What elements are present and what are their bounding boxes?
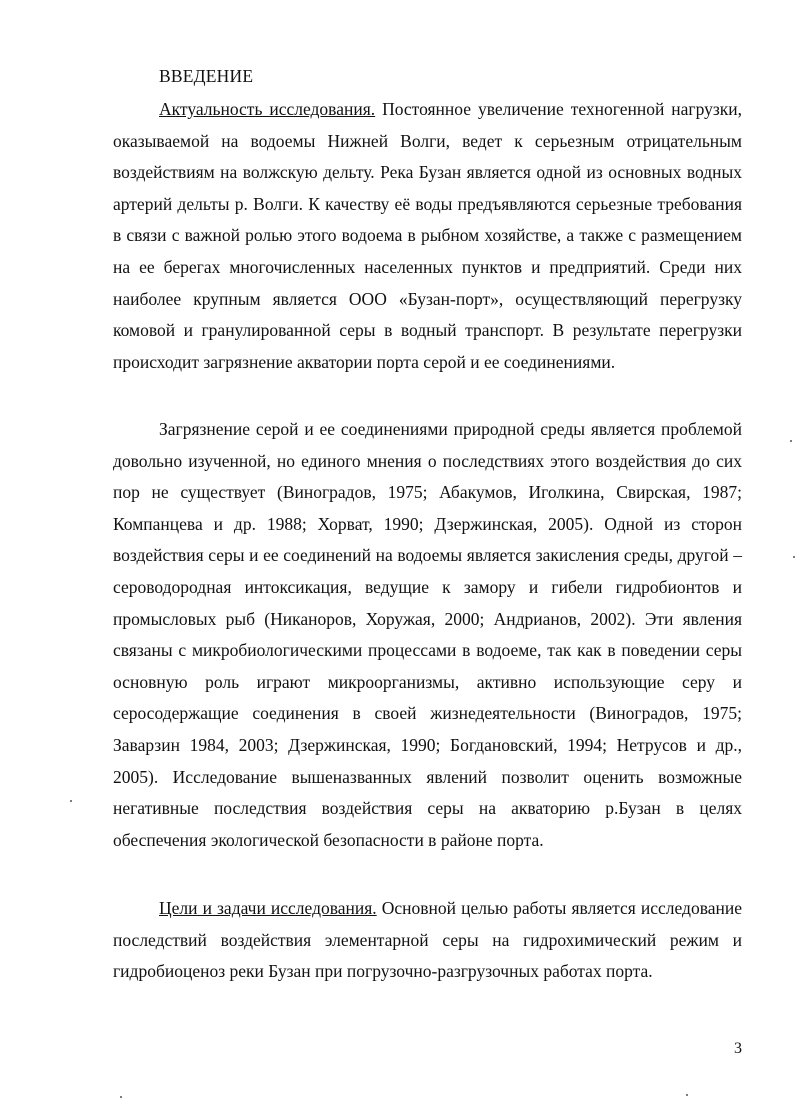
section-heading: ВВЕДЕНИЕ bbox=[159, 66, 254, 86]
scan-speck bbox=[120, 1096, 122, 1098]
paragraph-pollution bbox=[113, 414, 742, 856]
paragraph-lead-relevance: Актуальность исследования. bbox=[159, 99, 376, 119]
scan-speck bbox=[793, 556, 795, 558]
scan-speck bbox=[686, 1094, 688, 1096]
paragraph-text-pollution: Загрязнение серой и ее соединениями природной среды является проблемой довольно изученной, но единого мнения о последствиях этого воздействия до сих пор не существует (Виноградов, 1975; Абакумов, Иголкина, Свирская, 1987; Компанцева и др. 1988; Хорват, 1990; Дзержинская, 2005). Одной из сторон воздействия серы и ее соединений на водоемы является закисления среды, другой – сероводородная интоксикация, ведущие к замору и гибели гидробионтов и промысловых рыб (Никаноров, Хоружая, 2000; Андрианов, 2002). Эти явления связаны с микробиологическими процессами в водоеме, так как в поведении серы основную роль играют микроорганизмы, активно использующие серу и серосодержащие соединения в своей жизнедеятельности (Виноградов, 1975; Заварзин 1984, 2003; Дзержинская, 1990; Богдановский, 1994; Нетрусов и др., 2005). Исследование вышеназванных явлений позволит оценить возможные негативные последствия воздействия серы на акваторию р.Бузан в целях обеспечения экологической безопасности в районе порта. bbox=[113, 419, 742, 850]
page-number: 3 bbox=[734, 1040, 742, 1057]
paragraph-text-goals: Основной целью работы является исследование последствий воздействия элементарной серы на гидрохимический режим и гидробиоценоз реки Бузан при погрузочно-разгрузочных работах порта. bbox=[113, 898, 742, 982]
scan-speck bbox=[790, 440, 792, 442]
paragraph-lead-goals: Цели и задачи исследования. bbox=[159, 898, 377, 918]
paragraph-text-relevance: Постоянное увеличение техногенной нагрузки, оказываемой на водоемы Нижней Волги, ведет к серьезным отрицательным воздействиям на волжскую дельту. Река Бузан является одной из основных водных артерий дельты р. Волги. К качеству её воды предъявляются серьезные требования в связи с важной ролью этого водоема в рыбном хозяйстве, а также с размещением на ее берегах многочисленных населенных пунктов и предприятий. Среди них наиболее крупным является ООО «Бузан-порт», осуществляющий перегрузку комовой и гранулированной серы в водный транспорт. В результате перегрузки происходит загрязнение акватории порта серой и ее соединениями. bbox=[113, 99, 742, 372]
scan-speck bbox=[70, 800, 72, 802]
paragraph-relevance bbox=[113, 94, 742, 378]
paragraph-goals bbox=[113, 893, 742, 988]
